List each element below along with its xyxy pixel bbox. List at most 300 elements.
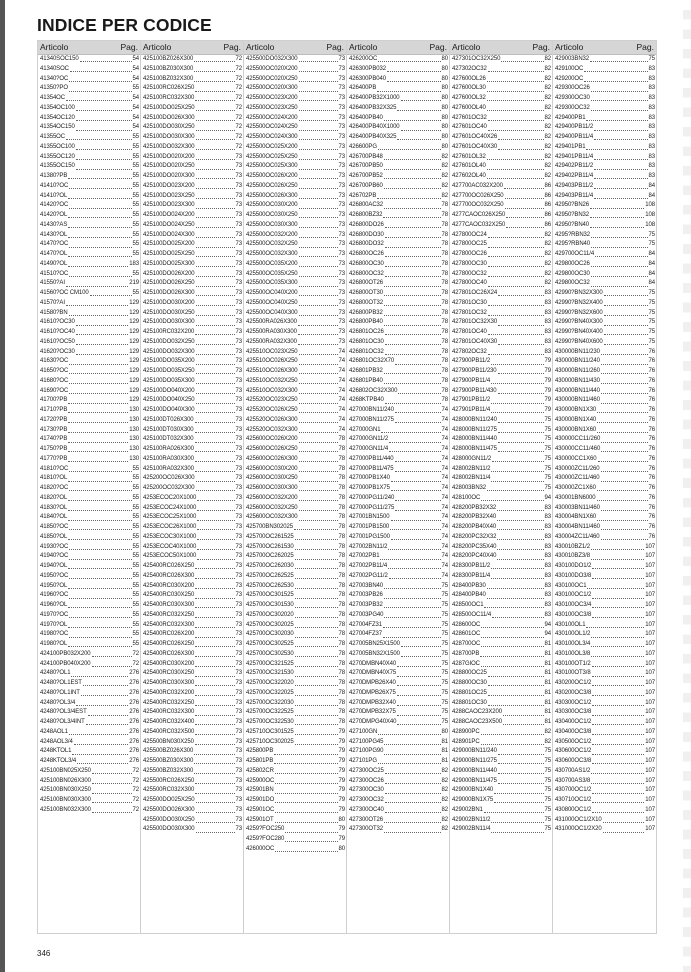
index-row (347, 143, 449, 153)
page-ref: 73 (235, 436, 242, 443)
page-ref: 78 (441, 290, 448, 296)
article-code: 427801OC40 (452, 329, 487, 335)
article-code: 426300PB032 (349, 65, 386, 72)
page-ref: 79 (338, 748, 345, 755)
article-code: 430000ZC1X60 (555, 485, 596, 491)
dot-leader (69, 637, 131, 638)
index-row (450, 172, 552, 182)
page-ref: 83 (648, 134, 655, 140)
article-code: 425100DT030X300 (143, 426, 194, 433)
page-ref: 83 (544, 592, 551, 599)
page-ref: 80 (441, 56, 448, 62)
page-ref: 129 (129, 387, 139, 394)
article-code: 425600OC030X300 (246, 485, 298, 491)
index-row (38, 552, 140, 562)
dot-leader (603, 822, 645, 823)
dot-leader (299, 520, 338, 521)
page-ref: 55 (132, 270, 139, 277)
index-row (244, 747, 346, 757)
page-ref: 73 (338, 309, 345, 316)
index-row (347, 377, 449, 387)
index-row (141, 367, 243, 377)
article-code: 41354OC100 (40, 104, 75, 111)
index-row (450, 367, 552, 377)
page-ref: 183 (129, 260, 139, 267)
page-ref: 73 (235, 202, 242, 209)
index-row (553, 367, 656, 377)
index-row (38, 172, 140, 182)
dot-leader (195, 617, 234, 618)
page-ref: 107 (645, 728, 655, 735)
dot-leader (69, 315, 129, 316)
article-code: 426800OT30 (349, 290, 384, 296)
article-code: 427700OC026X250 (452, 192, 504, 199)
index-row (244, 172, 346, 182)
dot-leader (387, 81, 441, 82)
dot-leader (391, 481, 441, 482)
article-code: 430100OL1 (555, 621, 586, 628)
page-ref: 55 (132, 182, 139, 189)
page-ref: 108 (645, 221, 655, 228)
page-ref: 82 (544, 251, 551, 257)
page-ref: 76 (648, 416, 655, 423)
header-article: Articolo (40, 42, 69, 52)
dot-leader (383, 627, 440, 628)
dot-leader (275, 802, 337, 803)
index-rows (141, 55, 243, 933)
index-row (244, 377, 346, 387)
page-ref: 75 (648, 329, 655, 335)
index-row (244, 728, 346, 738)
index-row (141, 572, 243, 582)
dot-leader (299, 451, 338, 452)
dot-leader (294, 529, 338, 530)
page-ref: 81 (441, 758, 448, 764)
index-row (347, 104, 449, 114)
dot-leader (594, 159, 647, 160)
dot-leader (68, 539, 131, 540)
article-code: 430500OC1/2 (555, 738, 592, 745)
index-rows (38, 55, 140, 933)
dot-leader (383, 217, 440, 218)
article-code: 427300OT32 (349, 826, 384, 833)
page-ref: 79 (544, 407, 551, 413)
index-row (141, 240, 243, 250)
dot-leader (487, 598, 544, 599)
article-code: 41355OC (40, 134, 65, 140)
index-row (38, 513, 140, 523)
dot-leader (299, 188, 338, 189)
index-row (141, 669, 243, 679)
article-code: 425600OC030X200 (246, 465, 298, 472)
article-code: 41610?OC50 (40, 338, 75, 345)
article-code: 41830?OL (40, 504, 68, 511)
index-row (244, 162, 346, 172)
index-row (553, 640, 656, 650)
page-ref: 55 (132, 582, 139, 589)
dot-leader (504, 188, 544, 189)
article-code: 429401PB1 (555, 143, 586, 150)
dot-leader (597, 412, 647, 413)
page-ref: 83 (544, 329, 551, 335)
article-code: 427000GN1 (349, 426, 381, 433)
dot-leader (81, 695, 128, 696)
article-code: 425800PB (246, 748, 274, 755)
dot-leader (488, 676, 544, 677)
dot-leader (71, 676, 128, 677)
index-row (450, 133, 552, 143)
index-row (347, 611, 449, 621)
index-row (450, 104, 552, 114)
index-row (141, 679, 243, 689)
page-ref: 55 (132, 173, 139, 179)
article-code: 41430?AS (40, 221, 68, 228)
page-ref: 276 (129, 748, 139, 755)
article-code: 41560?OC CM100 (40, 290, 89, 296)
article-code: 430000CC11/460 (555, 446, 601, 452)
article-code: 430000BN1X30 (555, 407, 597, 413)
index-row (553, 396, 656, 406)
index-row (141, 377, 243, 387)
page-ref: 55 (132, 563, 139, 569)
article-code: 425500RA026X300 (246, 319, 297, 326)
article-code: 41810?OL (40, 475, 68, 482)
article-code: 430000BN1X40 (555, 416, 597, 423)
header-page: Pag. (223, 42, 241, 52)
article-code: 426800PB32 (349, 309, 383, 316)
dot-leader (604, 344, 648, 345)
page-ref: 79 (338, 806, 345, 813)
dot-leader (594, 198, 647, 199)
dot-leader (591, 91, 648, 92)
index-row (553, 689, 656, 699)
index-row (38, 260, 140, 270)
article-code: 427100PG45 (349, 738, 384, 745)
index-row (450, 162, 552, 172)
page-ref: 73 (338, 212, 345, 218)
article-code: 427801OC40X30 (452, 338, 498, 345)
article-code: 41420?OL (40, 212, 68, 218)
dot-leader (395, 500, 440, 501)
index-row (244, 474, 346, 484)
dot-leader (66, 100, 132, 101)
dot-leader (594, 188, 647, 189)
page-ref: 129 (129, 329, 139, 335)
article-code: 425520OC032X300 (246, 426, 298, 433)
index-row (450, 777, 552, 787)
page-ref: 78 (441, 280, 448, 287)
page-ref: 82 (441, 767, 448, 774)
article-code: 428000BN11/240 (452, 416, 497, 423)
dot-leader (295, 695, 338, 696)
dot-leader (488, 354, 544, 355)
article-code: 425100DO026X200 (143, 270, 195, 277)
page-ref: 129 (129, 299, 139, 306)
page-ref: 75 (648, 299, 655, 306)
page-ref: 82 (441, 182, 448, 189)
index-row (244, 777, 346, 787)
dot-leader (397, 705, 441, 706)
index-row (141, 757, 243, 767)
article-code: 428000BN11/475 (452, 446, 497, 452)
index-row (450, 445, 552, 455)
dot-leader (68, 422, 128, 423)
article-code: 430700AS3/8 (555, 777, 591, 784)
index-row (553, 231, 656, 241)
page-ref: 82 (544, 738, 551, 745)
article-code: 426800PB40 (349, 319, 383, 326)
page-ref: 54 (132, 56, 139, 62)
page-ref: 73 (338, 251, 345, 257)
index-row (450, 240, 552, 250)
dot-leader (275, 793, 338, 794)
index-row (450, 192, 552, 202)
article-code: 426801PB32 (349, 368, 383, 374)
article-code: 427601OC40X26 (452, 134, 498, 140)
index-row (38, 786, 140, 796)
page-ref: 76 (648, 387, 655, 394)
page-ref: 107 (645, 777, 655, 784)
index-row (553, 221, 656, 231)
page-ref: 107 (645, 641, 655, 647)
article-code: 430300OC3/8 (555, 709, 592, 716)
article-code: 425500OC024X250 (246, 124, 298, 131)
dot-leader (66, 139, 132, 140)
page-ref: 75 (648, 309, 655, 316)
page-ref: 107 (645, 826, 655, 833)
article-code: 430600OC1/2 (555, 748, 592, 755)
article-code: 426800DO30 (349, 231, 384, 238)
page-ref: 73 (235, 426, 242, 433)
index-row (141, 328, 243, 338)
page-ref: 78 (338, 504, 345, 511)
index-row (38, 572, 140, 582)
index-row (38, 231, 140, 241)
article-code: 429000BN11/475 (452, 777, 497, 784)
dot-leader (592, 734, 644, 735)
dot-leader (195, 432, 235, 433)
page-ref: 107 (645, 621, 655, 628)
page-ref: 55 (132, 163, 139, 170)
article-code: 41510?OC (40, 270, 69, 277)
page-ref: 79 (544, 377, 551, 384)
page-ref: 73 (235, 319, 242, 326)
page-ref: 73 (235, 777, 242, 784)
dot-leader (195, 646, 234, 647)
article-code: 427800OC32 (452, 270, 487, 277)
dot-leader (299, 130, 338, 131)
article-code: 42480?OL1INT (40, 689, 80, 696)
dot-leader (196, 822, 235, 823)
dot-leader (66, 305, 128, 306)
index-row (244, 270, 346, 280)
page-ref: 76 (648, 348, 655, 355)
dot-leader (295, 666, 338, 667)
dot-leader (299, 208, 338, 209)
article-code: 428800OC30 (452, 680, 487, 686)
index-row (38, 747, 140, 757)
page-ref: 73 (235, 455, 242, 462)
index-row (244, 699, 346, 709)
page-ref: 78 (338, 699, 345, 706)
article-code: 425500BN030X250 (143, 738, 194, 745)
article-code: 425100DT026X300 (143, 416, 194, 423)
article-code: 4295?RBN32 (555, 231, 591, 238)
article-code: 425100BN030X300 (40, 797, 91, 803)
page-ref: 73 (235, 524, 242, 530)
page-ref: 80 (441, 85, 448, 92)
index-row (347, 504, 449, 514)
article-code: 430010BZ1/2 (555, 543, 590, 550)
index-row (141, 201, 243, 211)
index-row (141, 289, 243, 299)
article-code: 425700OC302525 (246, 641, 294, 647)
dot-leader (488, 71, 544, 72)
dot-leader (397, 695, 441, 696)
article-code: 427901PB11/4 (452, 407, 491, 413)
article-code: 427700AC032X200 (452, 182, 503, 189)
index-row (244, 289, 346, 299)
article-code: 41354OC (40, 95, 65, 101)
page-ref: 107 (645, 719, 655, 725)
page-ref: 276 (129, 719, 139, 725)
page-ref: 107 (645, 738, 655, 745)
dot-leader (591, 559, 644, 560)
index-row (450, 523, 552, 533)
article-code: 41410?OC (40, 182, 69, 189)
dot-leader (498, 139, 543, 140)
index-row (347, 699, 449, 709)
index-row (450, 513, 552, 523)
article-code: 428500OC1 (452, 602, 484, 608)
index-row (244, 65, 346, 75)
page-ref: 73 (235, 407, 242, 413)
dot-leader (603, 832, 645, 833)
dot-leader (498, 783, 544, 784)
dot-leader (92, 793, 132, 794)
index-row (553, 387, 656, 397)
index-row (244, 114, 346, 124)
index-row (38, 757, 140, 767)
index-row (141, 153, 243, 163)
article-code: 41950?OC (40, 572, 69, 579)
dot-leader (69, 383, 128, 384)
page-ref: 74 (338, 358, 345, 365)
page-ref: 76 (648, 494, 655, 501)
index-row (450, 211, 552, 221)
dot-leader (68, 607, 131, 608)
page-ref: 55 (132, 241, 139, 248)
article-code: 429300OC32 (555, 104, 590, 111)
article-code: 426400PB (349, 85, 377, 92)
index-row (141, 728, 243, 738)
page-ref: 73 (235, 231, 242, 238)
index-row (38, 357, 140, 367)
article-code: 41820?OC (40, 485, 69, 491)
page-ref: 73 (235, 719, 242, 725)
article-code: 425500BZ026X300 (143, 748, 194, 755)
index-row (244, 123, 346, 133)
article-code: 41940?OC (40, 553, 69, 560)
article-code: 428600OC (452, 621, 481, 628)
page-ref: 107 (645, 611, 655, 618)
dot-leader (69, 529, 131, 530)
index-row (553, 816, 656, 826)
page-ref: 130 (129, 436, 139, 443)
article-code: 425100DO030X300 (143, 134, 195, 140)
dot-leader (196, 198, 235, 199)
article-code: 428300PB11/4 (452, 572, 491, 579)
article-code: 430000BN1X60 (555, 426, 597, 433)
index-row (38, 640, 140, 650)
index-row (450, 552, 552, 562)
dot-leader (299, 71, 338, 72)
article-code: 427000PG11/240 (349, 494, 395, 501)
dot-leader (384, 208, 440, 209)
article-code: 430100OT3/8 (555, 670, 591, 677)
index-row (450, 728, 552, 738)
article-code: 425100DO030X250 (143, 124, 195, 131)
index-row (244, 572, 346, 582)
dot-leader (76, 344, 129, 345)
article-code: 41940?OL (40, 563, 68, 569)
page-ref: 86 (544, 192, 551, 199)
page-ref: 73 (235, 290, 242, 296)
article-code: 428002BN11/4 (452, 475, 491, 482)
dot-leader (591, 286, 648, 287)
index-row (244, 221, 346, 231)
dot-leader (488, 120, 544, 121)
page-ref: 130 (129, 407, 139, 413)
dot-leader (295, 715, 338, 716)
article-code: 42480?OL1EST (40, 680, 82, 686)
page-ref: 84 (648, 280, 655, 287)
page-ref: 83 (648, 124, 655, 131)
article-code: 430004ZC11/460 (555, 533, 600, 540)
dot-leader (76, 110, 132, 111)
index-row (450, 708, 552, 718)
dot-leader (491, 364, 543, 365)
dot-leader (70, 71, 132, 72)
dot-leader (592, 607, 644, 608)
page-ref: 73 (235, 446, 242, 452)
dot-leader (385, 237, 441, 238)
article-code: 425400RC032X250 (143, 699, 195, 706)
article-code: 427002PG11/2 (349, 572, 388, 579)
dot-leader (592, 568, 644, 569)
index-row (553, 338, 656, 348)
index-row (244, 328, 346, 338)
page-ref: 73 (338, 134, 345, 140)
column-header (244, 41, 346, 55)
index-row (141, 816, 243, 826)
dot-leader (384, 588, 440, 589)
dot-leader (194, 61, 234, 62)
article-code: 41850?OC (40, 524, 69, 530)
index-row (244, 211, 346, 221)
article-code: 4253ECOC26X1000 (143, 524, 197, 530)
index-row (38, 55, 140, 65)
index-row (450, 669, 552, 679)
index-row (553, 201, 656, 211)
index-row (141, 182, 243, 192)
page-ref: 55 (132, 641, 139, 647)
dot-leader (195, 734, 234, 735)
article-code: 41970?OC (40, 611, 69, 618)
dot-leader (68, 412, 128, 413)
page-ref: 74 (338, 416, 345, 423)
page-ref: 73 (235, 689, 242, 696)
